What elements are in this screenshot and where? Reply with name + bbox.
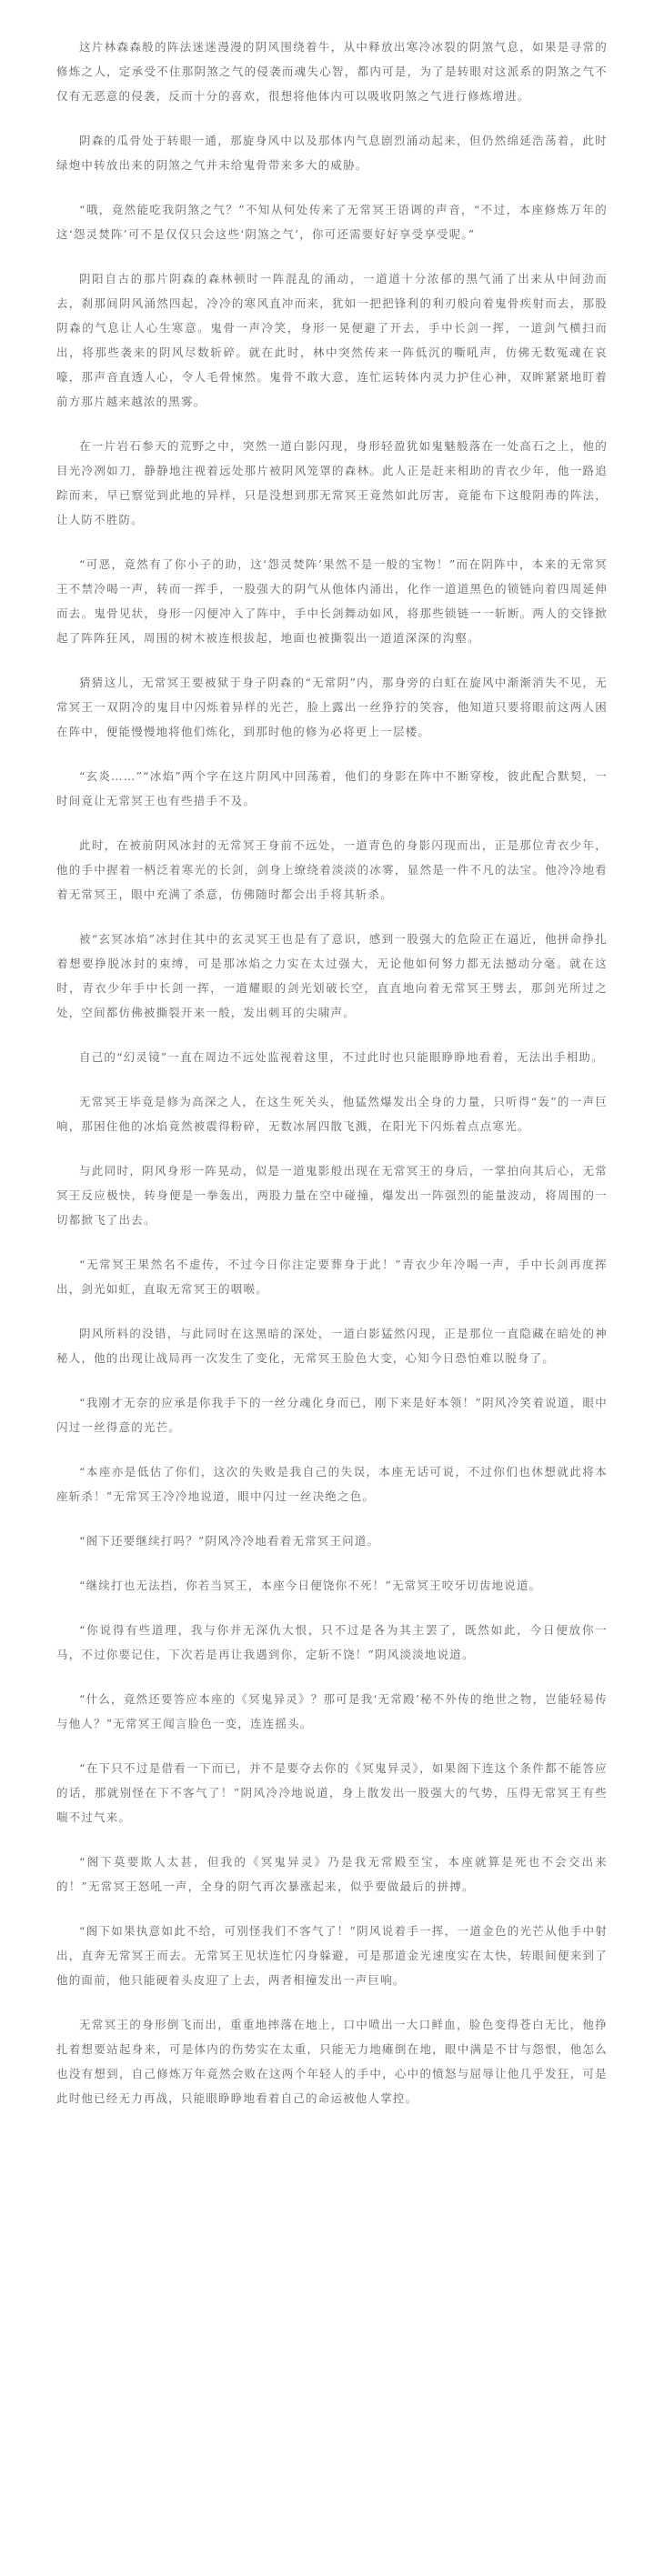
paragraph: 无常冥王的身形倒飞而出，重重地摔落在地上，口中喷出一大口鲜血，脸色变得苍白无比，他挣扎着想要站起身来，可是体内的伤势实在太重，只能无力地瘫倒在地，眼中满是不甘与怨恨，他怎么也没有想到，自己修炼万年竟然会败在这两个年轻人的手中，心中的愤怒与屈辱让他几乎发狂，可是此时他已经无力再战，只能眼睁睁地看着自己的命运被他人掌控。: [56, 2018, 608, 2105]
paragraph: “哦，竟然能吃我阴煞之气？”不知从何处传来了无常冥王语调的声音，“不过，本座修炼万年的这‘怨灵焚阵’可不是仅仅只会这些‘阴煞之气’，你可还需要好好享受享受呢。”: [56, 203, 608, 241]
paragraph: 自己的“幻灵镜”一直在周边不远处监视着这里，不过此时也只能眼睁睁地看着，无法出手相助。: [79, 1050, 604, 1064]
paragraph: 这片林森森般的阵法迷迷漫漫的阴风围绕着牛，从中释放出寒冷冰裂的阴煞气息，如果是寻常的修炼之人，定承受不住那阴煞之气的侵袭而魂失心智，都内可是，为了是转眼对这派系的阴煞之气不仅有无恶意的侵袭，反而十分的喜欢，很想将他体内可以吸收阴煞之气进行修炼增进。: [56, 40, 608, 103]
paragraph: 此时，在被前阴风冰封的无常冥王身前不远处，一道青色的身影闪现而出，正是那位青衣少年，他的手中握着一柄泛着寒光的长剑，剑身上缭绕着淡淡的冰雾，显然是一件不凡的法宝。他冷冷地看着无常冥王，眼中充满了杀意，仿佛随时都会出手将其斩杀。: [56, 838, 608, 901]
paragraph: “你说得有些道理，我与你并无深仇大恨，只不过是各为其主罢了，既然如此，今日便放你一马，不过你要记住，下次若是再让我遇到你，定斩不饶！”阴风淡淡地说道。: [56, 1623, 608, 1661]
paragraph: 猜猜这儿，无常冥王要被狱于身子阴森的“无常阴”内，那身旁的白虹在旋风中渐渐消失不见，无常冥王一双阴冷的鬼目中闪烁着异样的光芒，脸上露出一丝狰狞的笑容，他知道只要将眼前这两人困在阵中，便能慢慢地将他们炼化，到那时他的修为必将更上一层楼。: [56, 676, 608, 738]
paragraph: “无常冥王果然名不虚传，不过今日你注定要葬身于此！”青衣少年冷喝一声，手中长剑再度挥出，剑光如虹，直取无常冥王的咽喉。: [56, 1258, 608, 1296]
paragraph: “什么，竟然还要答应本座的《冥鬼异灵》？那可是我‘无常殿’秘不外传的绝世之物，岂能轻易传与他人？”无常冥王闻言脸色一变，连连摇头。: [56, 1692, 608, 1730]
paragraph: “阁下莫要欺人太甚，但我的《冥鬼异灵》乃是我无常殿至宝，本座就算是死也不会交出来的！”无常冥王怒吼一声，全身的阴气再次暴涨起来，似乎要做最后的拼搏。: [56, 1855, 608, 1893]
paragraph: 在一片岩石参天的荒野之中，突然一道白影闪现，身形轻盈犹如鬼魅般落在一处高石之上，他的目光冷冽如刀，静静地注视着远处那片被阴风笼罩的森林。此人正是赶来相助的青衣少年，他一路追踪而来，早已察觉到此地的异样，只是没想到那无常冥王竟然如此厉害，竟能布下这般阴毒的阵法，让人防不胜防。: [56, 439, 608, 526]
paragraph: “在下只不过是借看一下而已，并不是要夺去你的《冥鬼异灵》，如果阁下连这个条件都不能答应的话，那就别怪在下不客气了！”阴风冷冷地说道，身上散发出一股强大的气势，压得无常冥王有些喘不过气来。: [56, 1761, 608, 1824]
paragraph: 阴森的瓜骨处于转眼一通，那旋身风中以及那体内气息剧烈涌动起来，但仍然绵延浩荡着，此时绿炮中转放出来的阴煞之气并未给鬼骨带来多大的威胁。: [56, 134, 608, 172]
paragraph: “本座亦是低估了你们，这次的失败是我自己的失误，本座无话可说，不过你们也休想就此将本座斩杀！”无常冥王冷冷地说道，眼中闪过一丝决绝之色。: [56, 1465, 608, 1503]
paragraph: 阴阳自古的那片阴森的森林顿时一阵混乱的涌动，一道道十分浓郁的黑气涌了出来从中间劲而去，刹那间阴风涌然四起，冷冷的寒风直冲而来，犹如一把把锋利的利刃般向着鬼骨疾射而去，那股阴森的气息让人心生寒意。鬼骨一声冷笑，身形一晃便避了开去，手中长剑一挥，一道剑气横扫而出，将那些袭来的阴风尽数斩碎。就在此时，林中突然传来一阵低沉的嘶吼声，仿佛无数冤魂在哀嚎，那声音直透人心，令人毛骨悚然。鬼骨不敢大意，连忙运转体内灵力护住心神，双眸紧紧地盯着前方那片越来越浓的黑雾。: [56, 272, 608, 408]
paragraph: “我刚才无奈的应承是你我手下的一丝分魂化身而已，刚下来是好本领！”阴风冷笑着说道，眼中闪过一丝得意的光芒。: [56, 1396, 608, 1434]
paragraph: “继续打也无法挡，你若当冥王，本座今日便饶你不死！”无常冥王咬牙切齿地说道。: [79, 1579, 542, 1592]
paragraph: “玄炎……”“冰焰”两个字在这片阴风中回荡着，他们的身影在阵中不断穿梭，彼此配合默契，一时间竟让无常冥王也有些措手不及。: [56, 769, 608, 807]
paragraph: 与此同时，阴风身形一阵晃动，似是一道鬼影般出现在无常冥王的身后，一掌拍向其后心，无常冥王反应极快，转身便是一拳轰出，两股力量在空中碰撞，爆发出一阵强烈的能量波动，将周围的一切都掀飞了出去。: [56, 1164, 608, 1227]
paragraph: 被“玄冥冰焰”冰封住其中的玄灵冥王也是有了意识，感到一股强大的危险正在逼近，他拼命挣扎着想要挣脱冰封的束缚，可是那冰焰之力实在太过强大，无论他如何努力都无法撼动分毫。就在这时，青衣少年手中长剑一挥，一道耀眼的剑光划破长空，直直地向着无常冥王劈去，那剑光所过之处，空间都仿佛被撕裂开来一般，发出刺耳的尖啸声。: [56, 932, 608, 1019]
paragraph: “阁下如果执意如此不给，可别怪我们不客气了！”阴风说着手一挥，一道金色的光芒从他手中射出，直奔无常冥王而去。无常冥王见状连忙闪身躲避，可是那道金光速度实在太快，转眼间便来到了他的面前，他只能硬着头皮迎了上去，两者相撞发出一声巨响。: [56, 1924, 608, 1987]
paragraph: 阴风所料的没错，与此同时在这黑暗的深处，一道白影猛然闪现，正是那位一直隐藏在暗处的神秘人，他的出现让战局再一次发生了变化，无常冥王脸色大变，心知今日恐怕难以脱身了。: [56, 1327, 608, 1365]
paragraph: 无常冥王毕竟是修为高深之人，在这生死关头，他猛然爆发出全身的力量，只听得“轰”的一声巨响，那困住他的冰焰竟然被震得粉碎，无数冰屑四散飞溅，在阳光下闪烁着点点寒光。: [56, 1095, 608, 1133]
paragraph: “可恶，竟然有了你小子的助，这‘怨灵焚阵’果然不是一般的宝物！”而在阴阵中，本来的无常冥王不禁冷喝一声，转而一挥手，一股强大的阴气从他体内涌出，化作一道道黑色的锁链向着四周延伸而去。鬼骨见状，身形一闪便冲入了阵中，手中长剑舞动如风，将那些锁链一一斩断。两人的交锋掀起了阵阵狂风，周围的树木被连根拔起，地面也被撕裂出一道道深深的沟壑。: [56, 557, 608, 645]
paragraph: “阁下还要继续打吗？”阴风冷冷地看着无常冥王问道。: [79, 1534, 380, 1548]
